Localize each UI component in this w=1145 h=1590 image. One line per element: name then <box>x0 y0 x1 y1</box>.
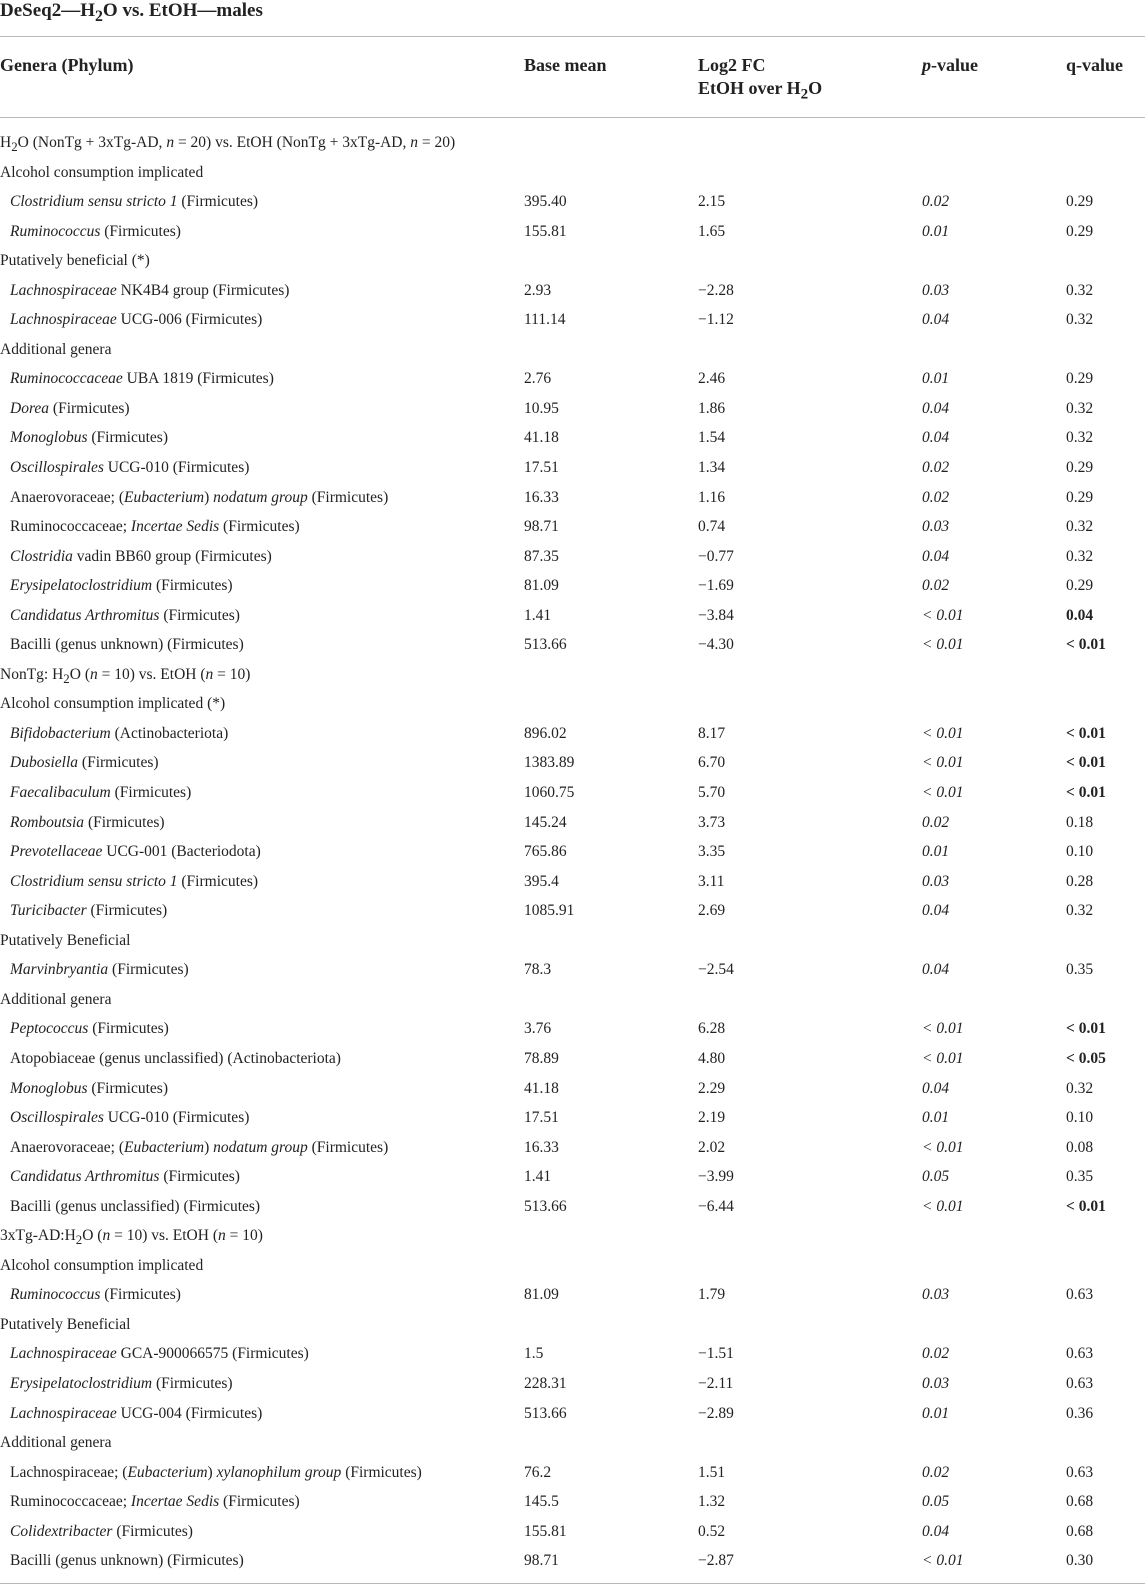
cell-base-mean: 111.14 <box>524 311 566 329</box>
cell-genus: Prevotellaceae UCG-001 (Bacteriodota) <box>10 843 261 861</box>
cell-base-mean: 513.66 <box>524 1404 567 1422</box>
cell-qvalue: 0.29 <box>1066 488 1094 506</box>
table-row <box>0 719 1145 749</box>
cell-genus: Ruminococcus (Firmicutes) <box>10 222 181 240</box>
cell-qvalue: < 0.01 <box>1066 784 1106 802</box>
table-row <box>0 896 1145 926</box>
cell-genus: Peptococcus (Firmicutes) <box>10 1020 169 1038</box>
cell-qvalue: 0.32 <box>1066 281 1094 299</box>
cell-pvalue: < 0.01 <box>922 1197 964 1215</box>
cell-genus: Turicibacter (Firmicutes) <box>10 902 168 920</box>
cell-genus: Erysipelatoclostridium (Firmicutes) <box>10 1374 233 1392</box>
cell-pvalue: < 0.01 <box>922 1049 964 1067</box>
table-row <box>0 601 1145 631</box>
cell-base-mean: 41.18 <box>524 1079 559 1097</box>
cell-qvalue: 0.36 <box>1066 1404 1094 1422</box>
cell-genus: Candidatus Arthromitus (Firmicutes) <box>10 1168 240 1186</box>
cell-qvalue: 0.32 <box>1066 547 1094 565</box>
section-heading <box>0 926 1145 956</box>
cell-pvalue: 0.04 <box>922 429 950 447</box>
section-label: NonTg: $H_2O$ (n = 10) vs. EtOH (n = 10) <box>0 665 251 686</box>
cell-log2fc: −2.11 <box>698 1374 734 1392</box>
cell-qvalue: 0.35 <box>1066 961 1094 979</box>
table-row <box>0 1192 1145 1222</box>
cell-log2fc: 2.46 <box>698 370 726 388</box>
cell-qvalue: 0.68 <box>1066 1522 1094 1540</box>
table-row <box>0 955 1145 985</box>
cell-pvalue: 0.02 <box>922 193 950 211</box>
cell-qvalue: 0.10 <box>1066 1109 1094 1127</box>
section-label: Putatively Beneficial <box>0 931 131 949</box>
cell-genus: Ruminococcaceae; Incertae Sedis (Firmicutes) <box>10 1493 300 1511</box>
cell-genus: Erysipelatoclostridium (Firmicutes) <box>10 577 233 595</box>
cell-genus: Ruminococcaceae; Incertae Sedis (Firmicutes) <box>10 518 300 536</box>
table-row <box>0 364 1145 394</box>
cell-pvalue: 0.04 <box>922 547 950 565</box>
cell-genus: Lachnospiraceae UCG-004 (Firmicutes) <box>10 1404 263 1422</box>
table-row <box>0 305 1145 335</box>
header-log2fc <box>698 54 822 107</box>
cell-qvalue: 0.32 <box>1066 399 1094 417</box>
table-row <box>0 453 1145 483</box>
table-row <box>0 1458 1145 1488</box>
cell-genus: Bacilli (genus unknown) (Firmicutes) <box>10 636 244 654</box>
cell-pvalue: 0.01 <box>922 1404 950 1422</box>
cell-base-mean: 395.40 <box>524 193 567 211</box>
cell-base-mean: 87.35 <box>524 547 559 565</box>
cell-pvalue: < 0.01 <box>922 784 964 802</box>
cell-qvalue: 0.32 <box>1066 518 1094 536</box>
cell-pvalue: < 0.01 <box>922 1020 964 1038</box>
header-genera: Genera (Phylum) <box>0 55 134 75</box>
table-row <box>0 571 1145 601</box>
cell-log2fc: 1.54 <box>698 429 726 447</box>
table-row <box>0 1369 1145 1399</box>
cell-qvalue: < 0.01 <box>1066 724 1106 742</box>
section-heading <box>0 158 1145 188</box>
section-heading <box>0 689 1145 719</box>
cell-base-mean: 896.02 <box>524 724 567 742</box>
cell-genus: Lachnospiraceae GCA-900066575 (Firmicutes) <box>10 1345 309 1363</box>
table-row <box>0 837 1145 867</box>
cell-pvalue: < 0.01 <box>922 636 964 654</box>
cell-pvalue: 0.03 <box>922 1374 950 1392</box>
cell-pvalue: 0.04 <box>922 961 950 979</box>
cell-pvalue: 0.02 <box>922 1345 950 1363</box>
cell-pvalue: < 0.01 <box>922 606 964 624</box>
cell-base-mean: 1.41 <box>524 1168 552 1186</box>
cell-qvalue: 0.29 <box>1066 370 1094 388</box>
table-row <box>0 1399 1145 1429</box>
section-heading <box>0 1221 1145 1251</box>
cell-qvalue: < 0.01 <box>1066 754 1106 772</box>
cell-log2fc: 1.16 <box>698 488 726 506</box>
table-row <box>0 1517 1145 1547</box>
section-heading <box>0 660 1145 690</box>
section-label: Putatively beneficial (*) <box>0 252 150 270</box>
cell-log2fc: 3.73 <box>698 813 726 831</box>
cell-base-mean: 145.5 <box>524 1493 559 1511</box>
cell-pvalue: 0.01 <box>922 843 950 861</box>
cell-base-mean: 76.2 <box>524 1463 552 1481</box>
cell-genus: Lachnospiraceae NK4B4 group (Firmicutes) <box>10 281 290 299</box>
cell-pvalue: 0.01 <box>922 1109 950 1127</box>
header-log2fc-label: Log2 FC <box>698 55 766 75</box>
cell-base-mean: 3.76 <box>524 1020 552 1038</box>
cell-genus: Ruminococcus (Firmicutes) <box>10 1286 181 1304</box>
table-row <box>0 1546 1145 1576</box>
cell-qvalue: 0.32 <box>1066 311 1094 329</box>
cell-qvalue: 0.29 <box>1066 459 1094 477</box>
cell-pvalue: < 0.01 <box>922 724 964 742</box>
cell-genus: Lachnospiraceae; (Eubacterium) xylanophilum group (Firmicutes) <box>10 1463 422 1481</box>
section-heading <box>0 1310 1145 1340</box>
cell-pvalue: 0.03 <box>922 518 950 536</box>
cell-genus: Dubosiella (Firmicutes) <box>10 754 159 772</box>
table-row <box>0 512 1145 542</box>
table-row <box>0 1044 1145 1074</box>
cell-base-mean: 98.71 <box>524 1552 559 1570</box>
cell-log2fc: −6.44 <box>698 1197 734 1215</box>
cell-log2fc: 2.69 <box>698 902 726 920</box>
cell-pvalue: 0.02 <box>922 488 950 506</box>
cell-base-mean: 17.51 <box>524 1109 559 1127</box>
table-row <box>0 217 1145 247</box>
cell-log2fc: 8.17 <box>698 724 726 742</box>
cell-genus: Oscillospirales UCG-010 (Firmicutes) <box>10 459 250 477</box>
table-row <box>0 1103 1145 1133</box>
cell-pvalue: < 0.01 <box>922 1138 964 1156</box>
cell-log2fc: −2.54 <box>698 961 734 979</box>
cell-pvalue: 0.02 <box>922 459 950 477</box>
cell-log2fc: −3.99 <box>698 1168 734 1186</box>
cell-base-mean: 513.66 <box>524 1197 567 1215</box>
cell-pvalue: 0.04 <box>922 311 950 329</box>
cell-base-mean: 81.09 <box>524 1286 559 1304</box>
cell-pvalue: 0.04 <box>922 902 950 920</box>
section-heading <box>0 985 1145 1015</box>
cell-base-mean: 1085.91 <box>524 902 575 920</box>
cell-log2fc: 2.15 <box>698 193 726 211</box>
cell-log2fc: −1.12 <box>698 311 734 329</box>
cell-log2fc: 2.19 <box>698 1109 726 1127</box>
cell-log2fc: 3.35 <box>698 843 726 861</box>
cell-genus: Bacilli (genus unknown) (Firmicutes) <box>10 1552 244 1570</box>
table-row <box>0 748 1145 778</box>
cell-pvalue: 0.03 <box>922 872 950 890</box>
cell-log2fc: −1.51 <box>698 1345 734 1363</box>
table-row <box>0 394 1145 424</box>
header-rule <box>0 117 1145 118</box>
section-heading <box>0 1251 1145 1281</box>
cell-base-mean: 155.81 <box>524 222 567 240</box>
table-row <box>0 276 1145 306</box>
section-label: Additional genera <box>0 1434 112 1452</box>
cell-log2fc: −0.77 <box>698 547 734 565</box>
cell-pvalue: 0.05 <box>922 1168 950 1186</box>
cell-qvalue: 0.08 <box>1066 1138 1094 1156</box>
cell-base-mean: 17.51 <box>524 459 559 477</box>
cell-qvalue: 0.10 <box>1066 843 1094 861</box>
cell-genus: Faecalibaculum (Firmicutes) <box>10 784 192 802</box>
cell-base-mean: 155.81 <box>524 1522 567 1540</box>
section-heading <box>0 1428 1145 1458</box>
cell-log2fc: 1.32 <box>698 1493 726 1511</box>
cell-base-mean: 10.95 <box>524 399 559 417</box>
cell-qvalue: 0.63 <box>1066 1374 1094 1392</box>
cell-genus: Clostridia vadin BB60 group (Firmicutes) <box>10 547 272 565</box>
cell-qvalue: 0.29 <box>1066 577 1094 595</box>
cell-qvalue: 0.68 <box>1066 1493 1094 1511</box>
cell-genus: Anaerovoraceae; (Eubacterium) nodatum group (Firmicutes) <box>10 488 389 506</box>
cell-pvalue: < 0.01 <box>922 754 964 772</box>
cell-log2fc: 6.70 <box>698 754 726 772</box>
cell-log2fc: −2.28 <box>698 281 734 299</box>
table-row <box>0 1280 1145 1310</box>
cell-genus: Monoglobus (Firmicutes) <box>10 1079 168 1097</box>
cell-base-mean: 78.3 <box>524 961 552 979</box>
cell-qvalue: 0.63 <box>1066 1463 1094 1481</box>
cell-base-mean: 145.24 <box>524 813 567 831</box>
cell-qvalue: 0.32 <box>1066 429 1094 447</box>
cell-genus: Lachnospiraceae UCG-006 (Firmicutes) <box>10 311 263 329</box>
table-row <box>0 1133 1145 1163</box>
cell-base-mean: 513.66 <box>524 636 567 654</box>
cell-genus: Colidextribacter (Firmicutes) <box>10 1522 193 1540</box>
header-qvalue: q-value <box>1066 55 1124 75</box>
cell-qvalue: 0.28 <box>1066 872 1094 890</box>
table-row <box>0 1162 1145 1192</box>
table-row <box>0 1014 1145 1044</box>
cell-genus: Marvinbryantia (Firmicutes) <box>10 961 189 979</box>
cell-base-mean: 78.89 <box>524 1049 559 1067</box>
cell-base-mean: 1.41 <box>524 606 552 624</box>
cell-genus: Atopobiaceae (genus unclassified) (Actinobacteriota) <box>10 1049 341 1067</box>
cell-pvalue: 0.02 <box>922 1463 950 1481</box>
cell-base-mean: 228.31 <box>524 1374 567 1392</box>
table-row <box>0 187 1145 217</box>
cell-log2fc: 1.34 <box>698 459 726 477</box>
cell-log2fc: 0.52 <box>698 1522 726 1540</box>
cell-pvalue: 0.03 <box>922 1286 950 1304</box>
cell-qvalue: 0.35 <box>1066 1168 1094 1186</box>
header-base-mean: Base mean <box>524 55 607 75</box>
table-body <box>0 128 1145 1576</box>
cell-log2fc: −4.30 <box>698 636 734 654</box>
cell-qvalue: 0.30 <box>1066 1552 1094 1570</box>
section-label: Alcohol consumption implicated <box>0 163 204 181</box>
cell-base-mean: 765.86 <box>524 843 567 861</box>
cell-pvalue: 0.01 <box>922 222 950 240</box>
cell-genus: Anaerovoraceae; (Eubacterium) nodatum group (Firmicutes) <box>10 1138 389 1156</box>
table-row <box>0 808 1145 838</box>
cell-base-mean: 1.5 <box>524 1345 544 1363</box>
section-heading <box>0 335 1145 365</box>
cell-pvalue: 0.02 <box>922 577 950 595</box>
cell-pvalue: 0.01 <box>922 370 950 388</box>
table-row <box>0 1074 1145 1104</box>
cell-genus: Romboutsia (Firmicutes) <box>10 813 165 831</box>
cell-pvalue: 0.04 <box>922 1522 950 1540</box>
cell-genus: Ruminococcaceae UBA 1819 (Firmicutes) <box>10 370 274 388</box>
cell-genus: Candidatus Arthromitus (Firmicutes) <box>10 606 240 624</box>
cell-base-mean: 1383.89 <box>524 754 575 772</box>
cell-genus: Clostridium sensu stricto 1 (Firmicutes) <box>10 872 259 890</box>
section-label: $3xTg-AD:H_2O$ (n = 10) vs. EtOH (n = 10) <box>0 1227 263 1248</box>
section-label: Alcohol consumption implicated <box>0 1256 204 1274</box>
cell-pvalue: 0.04 <box>922 399 950 417</box>
cell-log2fc: 1.79 <box>698 1286 726 1304</box>
bottom-rule <box>0 1583 1145 1584</box>
cell-log2fc: 1.86 <box>698 399 726 417</box>
table-title: $DeSeq2—H_2O$ vs. EtOH—males <box>0 0 263 25</box>
cell-pvalue: 0.02 <box>922 813 950 831</box>
header-pvalue: p-value <box>922 55 978 75</box>
cell-log2fc: −1.69 <box>698 577 734 595</box>
section-label: Putatively Beneficial <box>0 1315 131 1333</box>
cell-genus: Oscillospirales UCG-010 (Firmicutes) <box>10 1109 250 1127</box>
table-row <box>0 630 1145 660</box>
cell-base-mean: 16.33 <box>524 488 559 506</box>
cell-qvalue: < 0.05 <box>1066 1049 1106 1067</box>
cell-log2fc: 2.29 <box>698 1079 726 1097</box>
cell-base-mean: 2.93 <box>524 281 552 299</box>
section-label: $H_2O$ (NonTg + 3xTg-AD, n = 20) vs. EtOH (NonTg + 3xTg-AD, n = 20) <box>0 134 456 155</box>
cell-log2fc: 6.28 <box>698 1020 726 1038</box>
cell-base-mean: 41.18 <box>524 429 559 447</box>
cell-log2fc: 0.74 <box>698 518 726 536</box>
section-heading <box>0 246 1145 276</box>
section-label: Alcohol consumption implicated (*) <box>0 695 226 713</box>
section-heading <box>0 128 1145 158</box>
top-rule <box>0 36 1145 37</box>
cell-genus: Dorea (Firmicutes) <box>10 399 130 417</box>
cell-genus: Clostridium sensu stricto 1 (Firmicutes) <box>10 193 259 211</box>
cell-qvalue: 0.63 <box>1066 1286 1094 1304</box>
cell-log2fc: 4.80 <box>698 1049 726 1067</box>
table-row <box>0 867 1145 897</box>
cell-qvalue: 0.29 <box>1066 193 1094 211</box>
table-row <box>0 1339 1145 1369</box>
section-label: Additional genera <box>0 340 112 358</box>
header-log2fc-sub: EtOH over $H_2O$ <box>698 78 823 103</box>
cell-pvalue: 0.05 <box>922 1493 950 1511</box>
cell-pvalue: < 0.01 <box>922 1552 964 1570</box>
cell-qvalue: < 0.01 <box>1066 1197 1106 1215</box>
cell-genus: Bifidobacterium (Actinobacteriota) <box>10 724 229 742</box>
cell-base-mean: 16.33 <box>524 1138 559 1156</box>
cell-log2fc: 5.70 <box>698 784 726 802</box>
cell-genus: Monoglobus (Firmicutes) <box>10 429 168 447</box>
cell-base-mean: 2.76 <box>524 370 552 388</box>
cell-log2fc: 1.51 <box>698 1463 726 1481</box>
cell-log2fc: 1.65 <box>698 222 726 240</box>
table-row <box>0 778 1145 808</box>
table-row <box>0 483 1145 513</box>
cell-pvalue: 0.04 <box>922 1079 950 1097</box>
cell-genus: Bacilli (genus unclassified) (Firmicutes) <box>10 1197 261 1215</box>
table-row <box>0 542 1145 572</box>
table-row <box>0 423 1145 453</box>
cell-log2fc: −2.87 <box>698 1552 734 1570</box>
cell-qvalue: 0.32 <box>1066 902 1094 920</box>
cell-log2fc: −2.89 <box>698 1404 734 1422</box>
table-row <box>0 1487 1145 1517</box>
cell-base-mean: 98.71 <box>524 518 559 536</box>
cell-qvalue: 0.32 <box>1066 1079 1094 1097</box>
cell-qvalue: 0.04 <box>1066 606 1094 624</box>
cell-log2fc: 2.02 <box>698 1138 726 1156</box>
cell-base-mean: 1060.75 <box>524 784 575 802</box>
cell-qvalue: 0.29 <box>1066 222 1094 240</box>
cell-qvalue: 0.63 <box>1066 1345 1094 1363</box>
cell-pvalue: 0.03 <box>922 281 950 299</box>
cell-qvalue: < 0.01 <box>1066 636 1106 654</box>
cell-base-mean: 395.4 <box>524 872 559 890</box>
cell-log2fc: 3.11 <box>698 872 725 890</box>
cell-qvalue: < 0.01 <box>1066 1020 1106 1038</box>
cell-log2fc: −3.84 <box>698 606 734 624</box>
section-label: Additional genera <box>0 990 112 1008</box>
cell-base-mean: 81.09 <box>524 577 559 595</box>
cell-qvalue: 0.18 <box>1066 813 1094 831</box>
